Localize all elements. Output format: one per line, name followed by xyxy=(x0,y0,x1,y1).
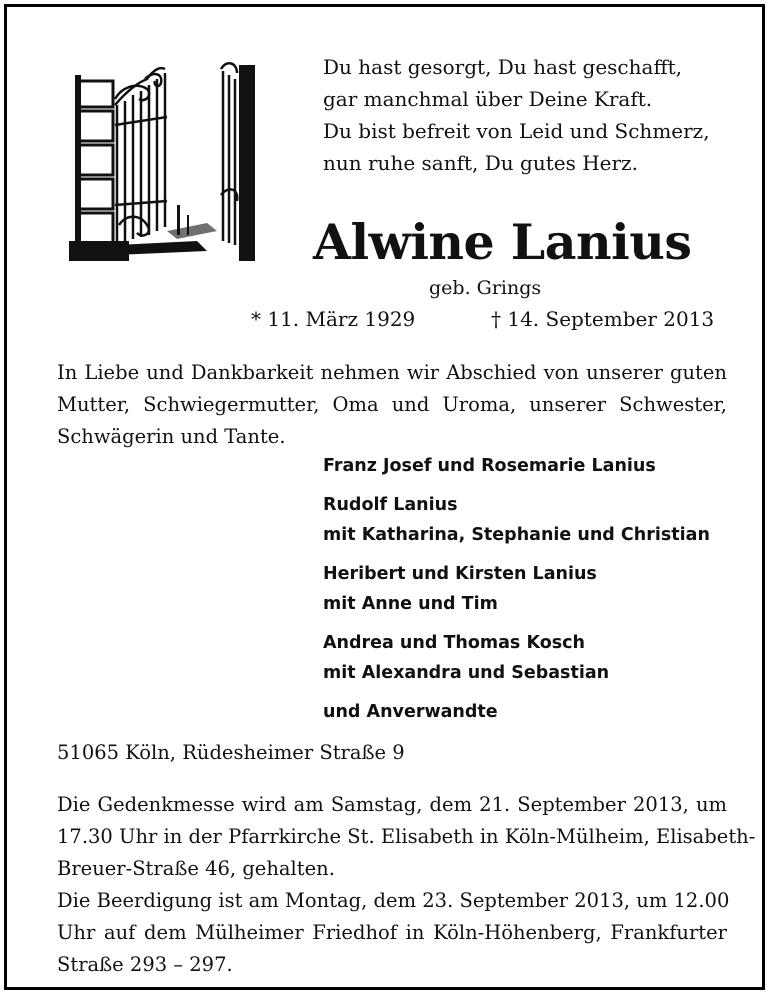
family-list xyxy=(323,451,710,736)
notice-line: Die Gedenkmesse wird am Samstag, dem 21. September 2013, um xyxy=(57,793,727,816)
family-line: Heribert und Kirsten Lanius xyxy=(323,564,597,584)
service-notices xyxy=(57,789,756,981)
poem xyxy=(323,51,710,179)
intro-line: Schwägerin und Tante. xyxy=(57,425,286,448)
open-gate-icon xyxy=(57,55,263,263)
intro-line: Mutter, Schwiegermutter, Oma und Uroma, unserer Schwester, xyxy=(57,393,727,416)
family-group xyxy=(323,451,710,481)
poem-line: nun ruhe sanft, Du gutes Herz. xyxy=(323,151,638,175)
notice-line: 17.30 Uhr in der Pfarrkirche St. Elisabeth in Köln-Mülheim, Elisabeth- xyxy=(57,825,756,848)
family-line: mit Alexandra und Sebastian xyxy=(323,663,610,683)
intro-text xyxy=(57,357,727,453)
family-group xyxy=(323,628,710,688)
family-line: mit Anne und Tim xyxy=(323,594,498,614)
intro-line: In Liebe und Dankbarkeit nehmen wir Abschied von unserer guten xyxy=(57,361,727,384)
poem-line: gar manchmal über Deine Kraft. xyxy=(323,87,653,111)
family-line: Franz Josef und Rosemarie Lanius xyxy=(323,456,656,476)
family-line: mit Katharina, Stephanie und Christian xyxy=(323,525,710,545)
notice-line: Breuer-Straße 46, gehalten. xyxy=(57,857,335,880)
family-line: und Anverwandte xyxy=(323,702,498,722)
obituary-notice xyxy=(4,4,765,990)
family-group xyxy=(323,697,710,727)
poem-line: Du bist befreit von Leid und Schmerz, xyxy=(323,119,710,143)
deceased-name: Alwine Lanius xyxy=(313,213,692,271)
notice-line: Die Beerdigung ist am Montag, dem 23. September 2013, um 12.00 xyxy=(57,889,730,912)
family-line: Rudolf Lanius xyxy=(323,495,458,515)
death-date: † 14. September 2013 xyxy=(491,307,715,331)
notice-line: Uhr auf dem Mülheimer Friedhof in Köln-Höhenberg, Frankfurter xyxy=(57,921,727,944)
birth-date: * 11. März 1929 xyxy=(251,307,416,331)
family-group xyxy=(323,559,710,619)
maiden-name: geb. Grings xyxy=(429,277,542,299)
family-line: Andrea und Thomas Kosch xyxy=(323,633,585,653)
family-group xyxy=(323,490,710,550)
poem-line: Du hast gesorgt, Du hast geschafft, xyxy=(323,55,683,79)
address: 51065 Köln, Rüdesheimer Straße 9 xyxy=(57,741,405,764)
notice-line: Straße 293 – 297. xyxy=(57,953,233,976)
